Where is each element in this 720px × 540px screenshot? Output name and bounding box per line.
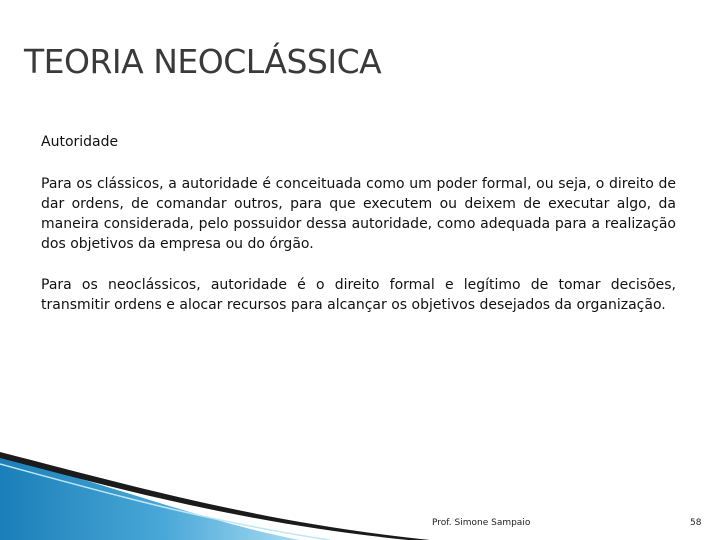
slide-content	[41, 132, 676, 336]
section-heading: Autoridade	[41, 134, 119, 150]
paragraph-neoclassical-authority: Para os neoclássicos, autoridade é o direito formal e legítimo de tomar decisões, transmitir ordens e alocar recursos para alcançar os objetivos desejados da organização.	[41, 277, 676, 313]
page-number: 58	[690, 518, 702, 528]
footer-author: Prof. Simone Sampaio	[432, 518, 531, 528]
paragraph-classical-authority: Para os clássicos, a autoridade é conceituada como um poder formal, ou seja, o direito de dar ordens, de comandar outros, para que executem ou deixem de executar algo, da maneira considerada, pelo possuidor dessa autoridade, como adequada para a realização dos objetivos da empresa ou do órgão.	[41, 176, 676, 252]
slide-title: TEORIA NEOCLÁSSICA	[24, 42, 382, 81]
corner-wave-decoration	[0, 430, 720, 540]
